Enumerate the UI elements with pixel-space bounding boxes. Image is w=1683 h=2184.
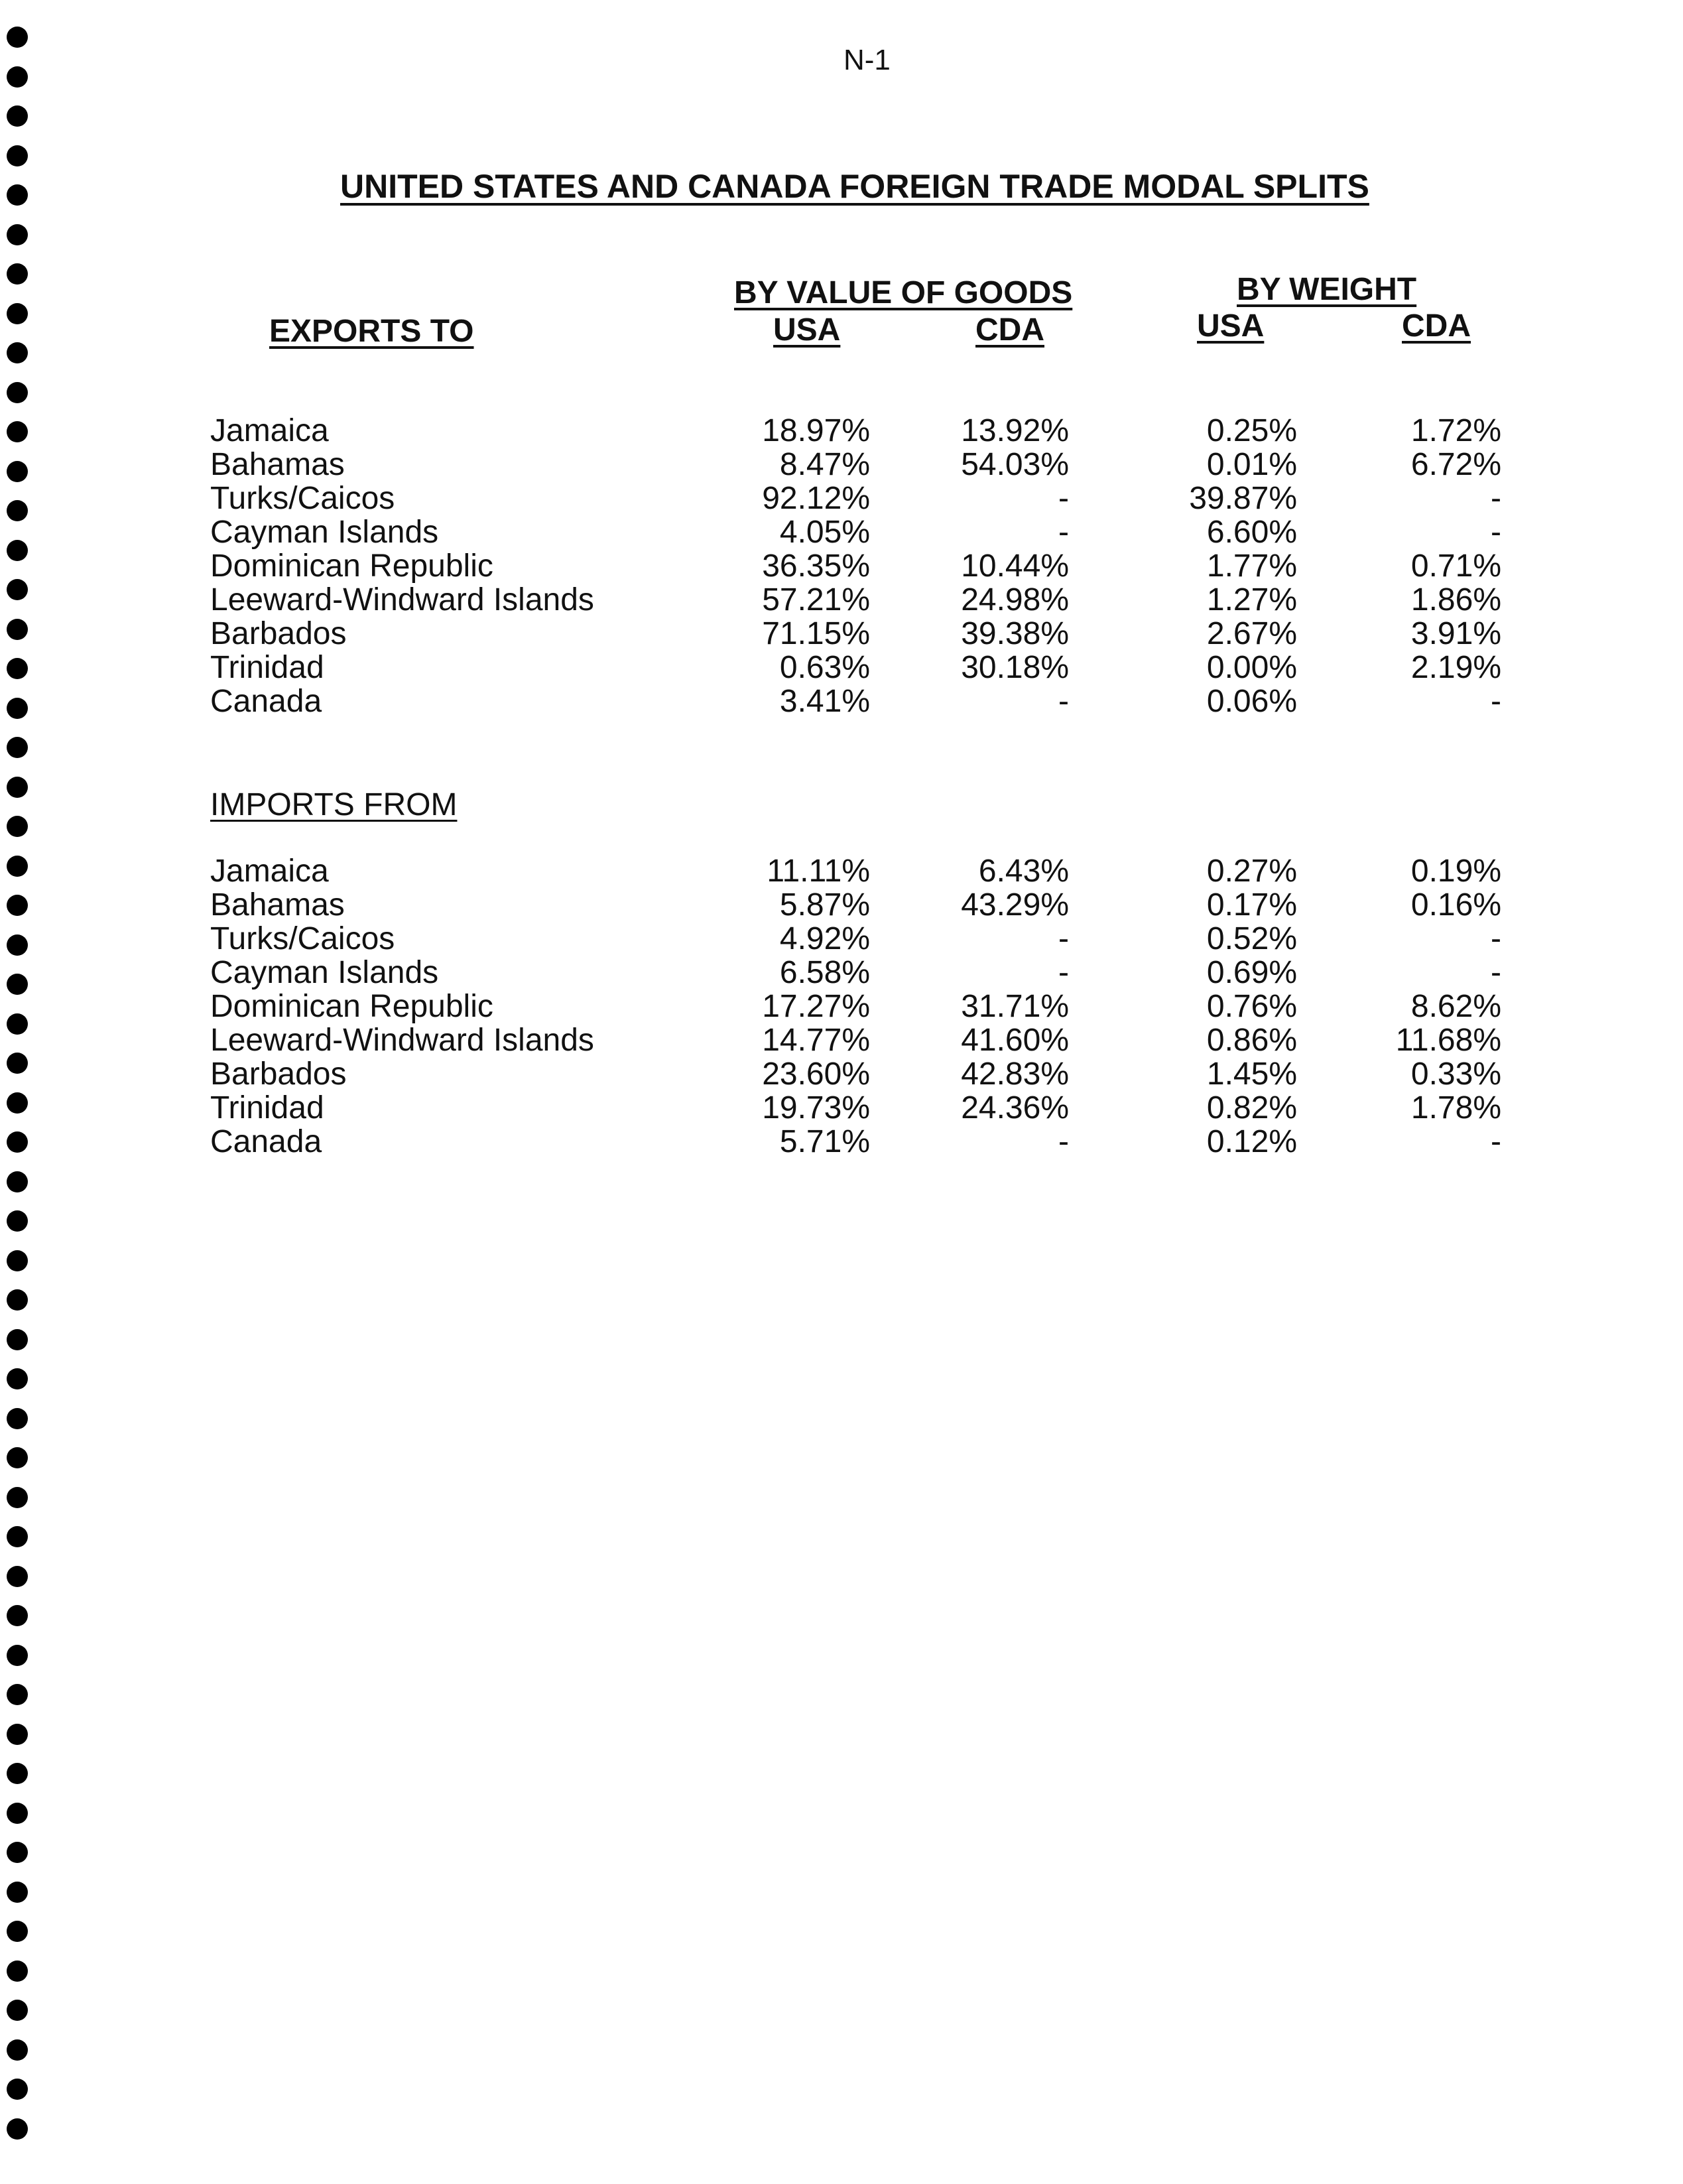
country-name: Jamaica: [210, 413, 329, 448]
value-usa-cell: 5.71%: [779, 1124, 870, 1159]
binder-hole: [7, 777, 28, 798]
weight-usa-cell: 0.12%: [1206, 1124, 1297, 1159]
value-usa-cell: 0.63%: [779, 650, 870, 685]
weight-usa-cell: 0.76%: [1206, 989, 1297, 1024]
imports-from-label: IMPORTS FROM: [210, 787, 458, 822]
weight-cda-cell: 11.68%: [1395, 1023, 1501, 1058]
value-usa-cell: 19.73%: [762, 1090, 870, 1125]
weight-usa-cell: 0.82%: [1206, 1090, 1297, 1125]
binder-hole: [7, 263, 28, 285]
country-name: Canada: [210, 1124, 322, 1159]
binder-hole: [7, 1605, 28, 1626]
weight-usa-cell: 0.25%: [1206, 413, 1297, 448]
table-row: [0, 651, 1683, 684]
weight-usa-cell: 1.77%: [1206, 548, 1297, 584]
value-cda-cell: 39.38%: [961, 616, 1069, 651]
binder-hole: [7, 1960, 28, 1982]
binder-hole: [7, 105, 28, 127]
weight-cda-cell: -: [1491, 481, 1501, 516]
binder-hole: [7, 1368, 28, 1389]
value-usa-cell: 11.11%: [767, 854, 870, 889]
table-row: [0, 515, 1683, 549]
binder-hole: [7, 184, 28, 206]
value-cda-cell: 24.36%: [961, 1090, 1069, 1125]
weight-cda-cell: 3.91%: [1410, 616, 1501, 651]
value-usa-cell: 18.97%: [762, 413, 870, 448]
weight-usa-cell: 0.69%: [1206, 955, 1297, 990]
weight-cda-cell: 8.62%: [1410, 989, 1501, 1024]
value-usa-cell: 71.15%: [762, 616, 870, 651]
table-row: [0, 1023, 1683, 1057]
value-cda-cell: 31.71%: [961, 989, 1069, 1024]
binder-hole: [7, 66, 28, 88]
value-usa-cell: 17.27%: [762, 989, 870, 1024]
country-name: Dominican Republic: [210, 548, 493, 584]
table-row: [0, 854, 1683, 888]
weight-cda-cell: 0.19%: [1410, 854, 1501, 889]
binder-hole: [7, 1645, 28, 1666]
binder-hole: [7, 1289, 28, 1311]
header-exports-to: EXPORTS TO: [269, 314, 474, 349]
binder-hole: [7, 2000, 28, 2021]
value-usa-cell: 92.12%: [762, 481, 870, 516]
country-name: Cayman Islands: [210, 515, 439, 550]
binder-hole: [7, 1724, 28, 1745]
value-cda-cell: 13.92%: [961, 413, 1069, 448]
binder-hole: [7, 2118, 28, 2140]
weight-cda-cell: 0.16%: [1410, 887, 1501, 923]
binder-hole: [7, 816, 28, 837]
binder-hole: [7, 1882, 28, 1903]
country-name: Jamaica: [210, 854, 329, 889]
country-name: Leeward-Windward Islands: [210, 582, 594, 617]
header-weight-usa: USA: [1197, 308, 1265, 344]
binder-hole: [7, 342, 28, 363]
page-title: UNITED STATES AND CANADA FOREIGN TRADE MODAL SPLITS: [340, 168, 1369, 205]
weight-usa-cell: 0.86%: [1206, 1023, 1297, 1058]
header-weight-cda: CDA: [1402, 308, 1471, 344]
weight-cda-cell: -: [1491, 1124, 1501, 1159]
value-usa-cell: 4.05%: [779, 515, 870, 550]
country-name: Turks/Caicos: [210, 481, 395, 516]
binder-hole: [7, 382, 28, 403]
table-row: [0, 414, 1683, 448]
binder-hole: [7, 27, 28, 48]
exports-table: [0, 414, 1683, 718]
binder-hole: [7, 1526, 28, 1547]
binder-hole: [7, 1842, 28, 1863]
value-usa-cell: 5.87%: [779, 887, 870, 923]
value-cda-cell: 10.44%: [961, 548, 1069, 584]
binder-hole: [7, 303, 28, 324]
country-name: Canada: [210, 684, 322, 719]
value-usa-cell: 8.47%: [779, 447, 870, 482]
value-usa-cell: 6.58%: [779, 955, 870, 990]
table-row: [0, 583, 1683, 617]
weight-cda-cell: 6.72%: [1410, 447, 1501, 482]
weight-usa-cell: 0.00%: [1206, 650, 1297, 685]
value-cda-cell: 41.60%: [961, 1023, 1069, 1058]
table-row: [0, 922, 1683, 956]
weight-cda-cell: 0.71%: [1410, 548, 1501, 584]
binder-hole: [7, 1763, 28, 1784]
value-cda-cell: -: [1058, 684, 1069, 719]
header-by-value: BY VALUE OF GOODS: [734, 275, 1073, 310]
binder-hole: [7, 2039, 28, 2061]
binder-hole: [7, 145, 28, 166]
table-row: [0, 1057, 1683, 1091]
table-row: [0, 956, 1683, 990]
value-usa-cell: 14.77%: [762, 1023, 870, 1058]
country-name: Trinidad: [210, 650, 324, 685]
table-row: [0, 1125, 1683, 1159]
table-row: [0, 617, 1683, 651]
weight-cda-cell: 2.19%: [1410, 650, 1501, 685]
country-name: Turks/Caicos: [210, 921, 395, 956]
value-cda-cell: 54.03%: [961, 447, 1069, 482]
table-row: [0, 549, 1683, 583]
value-usa-cell: 3.41%: [779, 684, 870, 719]
country-name: Bahamas: [210, 447, 345, 482]
weight-usa-cell: 0.27%: [1206, 854, 1297, 889]
header-value-cda: CDA: [975, 312, 1044, 348]
value-cda-cell: -: [1058, 515, 1069, 550]
binder-hole: [7, 1210, 28, 1232]
country-name: Cayman Islands: [210, 955, 439, 990]
table-row: [0, 482, 1683, 515]
weight-cda-cell: -: [1491, 684, 1501, 719]
binder-hole: [7, 1921, 28, 1942]
value-cda-cell: 43.29%: [961, 887, 1069, 923]
country-name: Barbados: [210, 616, 347, 651]
value-usa-cell: 4.92%: [779, 921, 870, 956]
value-cda-cell: 6.43%: [978, 854, 1069, 889]
binder-hole: [7, 737, 28, 758]
weight-cda-cell: -: [1491, 515, 1501, 550]
value-cda-cell: 42.83%: [961, 1057, 1069, 1092]
weight-cda-cell: 1.72%: [1410, 413, 1501, 448]
country-name: Barbados: [210, 1057, 347, 1092]
value-cda-cell: -: [1058, 481, 1069, 516]
weight-usa-cell: 0.52%: [1206, 921, 1297, 956]
header-value-usa: USA: [773, 312, 841, 348]
weight-usa-cell: 0.17%: [1206, 887, 1297, 923]
table-row: [0, 990, 1683, 1023]
value-usa-cell: 23.60%: [762, 1057, 870, 1092]
value-cda-cell: -: [1058, 1124, 1069, 1159]
table-row: [0, 448, 1683, 482]
value-cda-cell: -: [1058, 955, 1069, 990]
binder-hole: [7, 1250, 28, 1271]
weight-cda-cell: -: [1491, 955, 1501, 990]
binder-hole: [7, 1329, 28, 1350]
value-cda-cell: -: [1058, 921, 1069, 956]
page-number: N-1: [843, 44, 891, 76]
weight-usa-cell: 1.27%: [1206, 582, 1297, 617]
weight-usa-cell: 0.01%: [1206, 447, 1297, 482]
binder-hole: [7, 1684, 28, 1705]
binder-hole: [7, 1447, 28, 1468]
weight-cda-cell: 1.86%: [1410, 582, 1501, 617]
header-by-weight: BY WEIGHT: [1237, 272, 1417, 307]
value-cda-cell: 24.98%: [961, 582, 1069, 617]
weight-usa-cell: 6.60%: [1206, 515, 1297, 550]
binder-hole: [7, 2079, 28, 2100]
binder-hole: [7, 1487, 28, 1508]
binder-hole: [7, 1803, 28, 1824]
table-row: [0, 888, 1683, 922]
imports-table: [0, 854, 1683, 1159]
weight-usa-cell: 0.06%: [1206, 684, 1297, 719]
weight-usa-cell: 1.45%: [1206, 1057, 1297, 1092]
weight-usa-cell: 39.87%: [1189, 481, 1297, 516]
weight-cda-cell: -: [1491, 921, 1501, 956]
country-name: Leeward-Windward Islands: [210, 1023, 594, 1058]
table-row: [0, 1091, 1683, 1125]
table-row: [0, 684, 1683, 718]
country-name: Dominican Republic: [210, 989, 493, 1024]
binder-hole: [7, 1566, 28, 1587]
binder-hole: [7, 1171, 28, 1192]
value-cda-cell: 30.18%: [961, 650, 1069, 685]
weight-cda-cell: 1.78%: [1410, 1090, 1501, 1125]
value-usa-cell: 36.35%: [762, 548, 870, 584]
country-name: Trinidad: [210, 1090, 324, 1125]
binder-hole: [7, 224, 28, 245]
weight-usa-cell: 2.67%: [1206, 616, 1297, 651]
value-usa-cell: 57.21%: [762, 582, 870, 617]
weight-cda-cell: 0.33%: [1410, 1057, 1501, 1092]
country-name: Bahamas: [210, 887, 345, 923]
binder-hole: [7, 1408, 28, 1429]
